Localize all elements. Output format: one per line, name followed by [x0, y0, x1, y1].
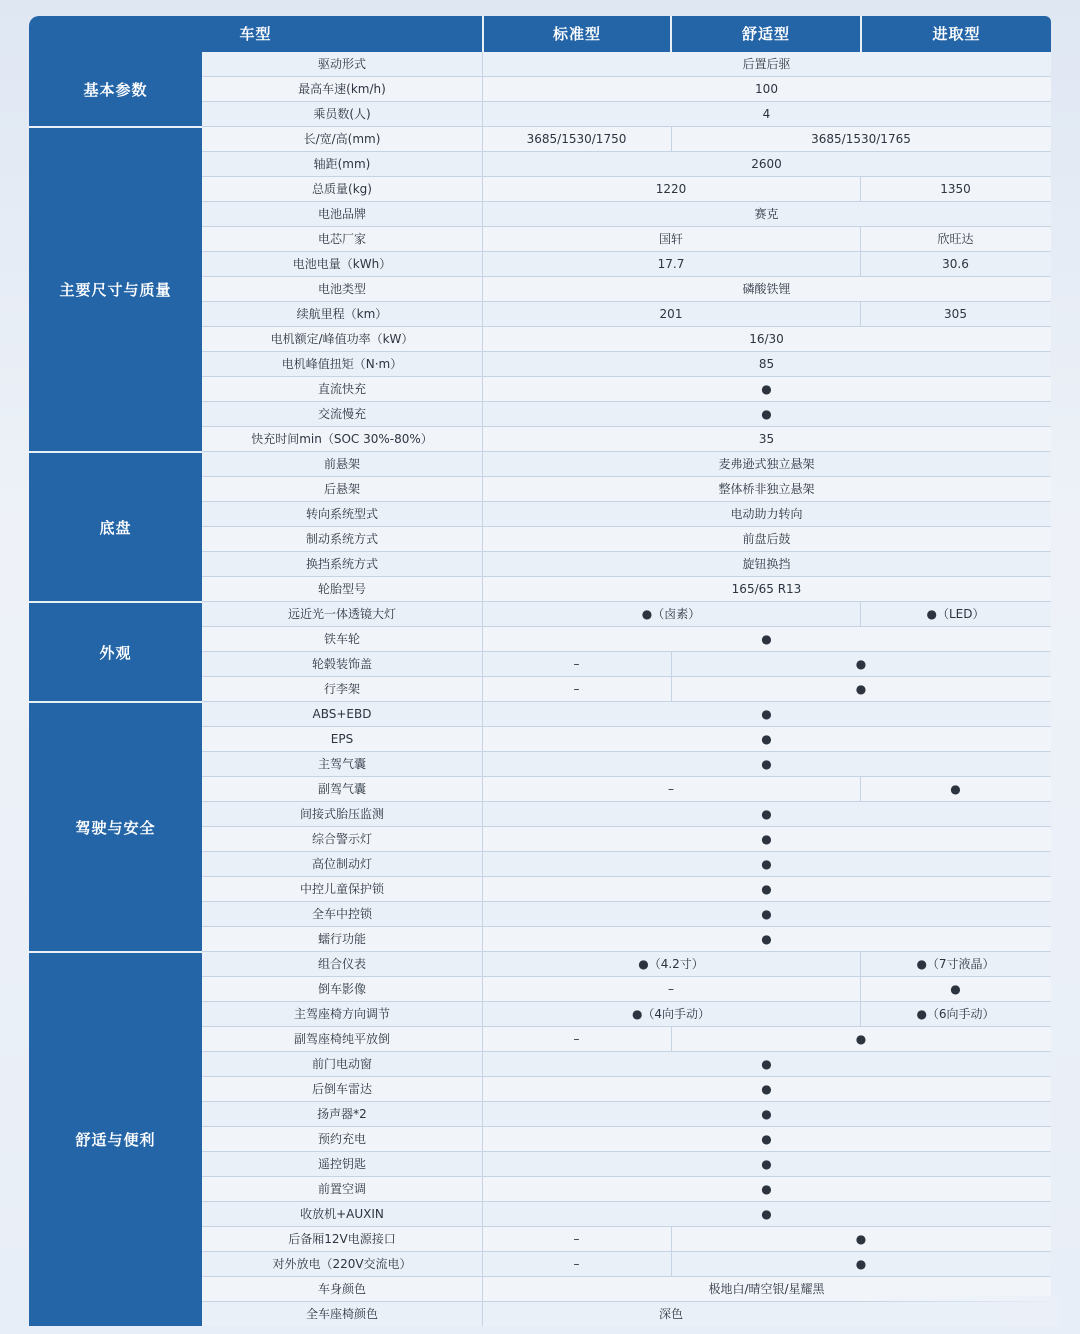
- value-cell: ●: [950, 982, 961, 996]
- value-cell: 2600: [751, 157, 782, 171]
- value-cell: ●: [761, 1107, 772, 1121]
- table-row: [202, 202, 1051, 227]
- value-cell: 国轩: [658, 232, 683, 246]
- category-label: 驾驶与安全: [29, 702, 202, 952]
- param-name: 换挡系统方式: [305, 557, 378, 571]
- param-name: 轴距(mm): [313, 157, 371, 171]
- param-name: 全车中控锁: [311, 907, 372, 921]
- param-name: 前门电动窗: [311, 1057, 372, 1071]
- table-row: [202, 902, 1051, 927]
- param-name: 对外放电（220V交流电）: [272, 1257, 412, 1271]
- param-name: 转向系统型式: [305, 507, 378, 521]
- table-row: [202, 427, 1051, 452]
- param-name: 长/宽/高(mm): [303, 132, 381, 146]
- table-row: [202, 302, 1051, 327]
- table-row: [202, 977, 1051, 1002]
- param-name: 远近光一体透镜大灯: [287, 607, 396, 621]
- param-name: 电池类型: [317, 282, 366, 296]
- category-divider: [29, 701, 202, 703]
- table-row: [202, 77, 1051, 102]
- param-name: 轮胎型号: [317, 582, 366, 596]
- table-row: [202, 152, 1051, 177]
- table-row: [202, 527, 1051, 552]
- param-name: 最高车速(km/h): [298, 82, 386, 96]
- param-name: 倒车影像: [317, 982, 366, 996]
- table-row: [202, 227, 1051, 252]
- category-label: 主要尺寸与质量: [29, 127, 202, 452]
- table-row: [202, 1002, 1051, 1027]
- category-divider: [29, 951, 202, 953]
- table-row: [202, 1252, 1051, 1277]
- category-label: 外观: [29, 602, 202, 702]
- table-row: [202, 602, 1051, 627]
- param-name: 电池电量（kWh）: [292, 257, 392, 271]
- value-cell: 电动助力转向: [730, 507, 803, 521]
- table-row: [202, 1227, 1051, 1252]
- param-name: 组合仪表: [317, 957, 366, 971]
- value-cell: 1350: [940, 182, 971, 196]
- value-cell: 165/65 R13: [731, 582, 802, 596]
- value-cell: ●（6向手动）: [916, 1007, 995, 1021]
- param-name: 收放机+AUXIN: [300, 1207, 384, 1221]
- category-divider: [29, 126, 202, 128]
- param-name: 轮毂装饰盖: [311, 657, 372, 671]
- param-name: 电池品牌: [317, 207, 366, 221]
- value-cell: 整体桥非独立悬架: [718, 482, 815, 496]
- value-cell: 30.6: [942, 257, 969, 271]
- table-row: [202, 477, 1051, 502]
- value-cell: –: [573, 1257, 580, 1271]
- param-name: 高位制动灯: [311, 857, 372, 871]
- value-cell: 欣旺达: [937, 232, 974, 246]
- category-label: 基本参数: [29, 52, 202, 127]
- param-name: 续航里程（km）: [296, 307, 388, 321]
- value-cell: 极地白/晴空银/星耀黑: [708, 1282, 825, 1296]
- value-cell: –: [573, 682, 580, 696]
- value-cell: ●: [950, 782, 961, 796]
- value-cell: ●: [761, 1057, 772, 1071]
- param-name: 综合警示灯: [311, 832, 372, 846]
- category-column: [29, 52, 202, 1326]
- value-cell: 305: [944, 307, 967, 321]
- value-cell: ●: [761, 1207, 772, 1221]
- table-row: [202, 1177, 1051, 1202]
- param-name: 交流慢充: [317, 407, 366, 421]
- header-model-label: 车型: [239, 25, 272, 43]
- header-trim-comfort: 舒适型: [741, 25, 790, 43]
- value-cell: ●: [855, 1257, 867, 1271]
- value-cell: –: [573, 1232, 580, 1246]
- value-cell: –: [668, 782, 674, 796]
- param-name: 电机额定/峰值功率（kW）: [270, 332, 414, 346]
- value-cell: ●: [855, 1032, 867, 1046]
- table-row: [202, 52, 1051, 77]
- table-row: [202, 1202, 1051, 1227]
- value-cell: ●: [761, 707, 772, 721]
- param-name: 副驾座椅纯平放倒: [293, 1032, 390, 1046]
- value-cell: 麦弗逊式独立悬架: [718, 457, 815, 471]
- table-row: [202, 252, 1051, 277]
- param-name: 电机峰值扭矩（N·m）: [281, 357, 403, 371]
- param-name: 驱动形式: [317, 57, 366, 71]
- value-cell: 磷酸铁锂: [742, 282, 791, 296]
- table-row: [202, 652, 1051, 677]
- param-name: ABS+EBD: [312, 707, 372, 721]
- value-cell: 3685/1530/1750: [526, 132, 627, 146]
- table-row: [202, 127, 1051, 152]
- value-cell: 100: [755, 82, 778, 96]
- table-row: [202, 277, 1051, 302]
- category-label: 舒适与便利: [29, 952, 202, 1326]
- param-name: 间接式胎压监测: [299, 807, 384, 821]
- header-trim-premium: 进取型: [932, 25, 981, 43]
- value-cell: ●: [761, 382, 772, 396]
- table-row: [202, 102, 1051, 127]
- value-cell: ●: [761, 757, 772, 771]
- table-row: [202, 402, 1051, 427]
- param-name: 总质量(kg): [312, 182, 372, 196]
- watermark-fade: [860, 1296, 1060, 1326]
- table-row: [202, 327, 1051, 352]
- param-name: 直流快充: [317, 382, 366, 396]
- value-cell: 前盘后鼓: [742, 532, 791, 546]
- table-row: [202, 577, 1051, 602]
- value-cell: ●: [761, 832, 772, 846]
- param-name: 预约充电: [317, 1132, 366, 1146]
- param-name: 车身颜色: [317, 1282, 366, 1296]
- param-name: EPS: [330, 732, 354, 746]
- spec-table: [29, 16, 1051, 1326]
- table-header: [29, 16, 1051, 52]
- value-cell: ●: [855, 1232, 867, 1246]
- table-row: [202, 452, 1051, 477]
- value-cell: 赛克: [754, 207, 779, 221]
- table-row: [202, 552, 1051, 577]
- table-row: [202, 802, 1051, 827]
- value-cell: ●: [761, 407, 772, 421]
- param-name: 主驾气囊: [317, 757, 366, 771]
- param-name: 后悬架: [323, 482, 360, 496]
- param-name: 行李架: [323, 682, 360, 696]
- param-name: 后倒车雷达: [311, 1082, 372, 1096]
- table-row: [202, 1102, 1051, 1127]
- table-row: [202, 827, 1051, 852]
- param-name: 主驾座椅方向调节: [293, 1007, 390, 1021]
- table-row: [202, 1077, 1051, 1102]
- param-name: 中控儿童保护锁: [299, 882, 384, 896]
- table-row: [202, 777, 1051, 802]
- value-cell: 后置后驱: [742, 57, 791, 71]
- table-row: [202, 1152, 1051, 1177]
- value-cell: –: [573, 1032, 580, 1046]
- table-row: [202, 677, 1051, 702]
- value-cell: ●（卤素）: [641, 607, 701, 621]
- param-name: 蠕行功能: [317, 932, 366, 946]
- param-name: 前置空调: [317, 1182, 366, 1196]
- value-cell: ●: [761, 857, 772, 871]
- value-cell: ●: [761, 907, 772, 921]
- header-trim-standard: 标准型: [552, 25, 601, 43]
- table-row: [202, 702, 1051, 727]
- param-name: 前悬架: [323, 457, 360, 471]
- value-cell: 16/30: [749, 332, 784, 346]
- table-row: [202, 377, 1051, 402]
- value-cell: 201: [659, 307, 683, 321]
- param-name: 副驾气囊: [317, 782, 366, 796]
- table-row: [202, 727, 1051, 752]
- category-divider: [29, 601, 202, 603]
- value-cell: ●: [761, 807, 772, 821]
- param-name: 快充时间min（SOC 30%-80%）: [251, 432, 433, 446]
- table-row: [202, 1027, 1051, 1052]
- table-row: [202, 1052, 1051, 1077]
- value-cell: 4: [762, 107, 771, 121]
- table-row: [202, 752, 1051, 777]
- value-cell: 35: [758, 432, 775, 446]
- value-cell: –: [573, 657, 580, 671]
- spec-rows: [202, 52, 1051, 1326]
- value-cell: 85: [758, 357, 775, 371]
- value-cell: –: [668, 982, 674, 996]
- table-row: [202, 352, 1051, 377]
- value-cell: ●（4.2寸）: [638, 957, 704, 971]
- value-cell: ●: [761, 632, 772, 646]
- value-cell: ●: [761, 882, 772, 896]
- value-cell: ●: [761, 1132, 772, 1146]
- param-name: 乘员数(人): [313, 107, 371, 121]
- param-name: 制动系统方式: [305, 532, 378, 546]
- category-divider: [29, 451, 202, 453]
- table-row: [202, 177, 1051, 202]
- value-cell: 3685/1530/1765: [811, 132, 911, 146]
- value-cell: 深色: [658, 1307, 683, 1321]
- value-cell: ●: [761, 932, 772, 946]
- value-cell: 17.7: [657, 257, 685, 271]
- table-row: [202, 877, 1051, 902]
- param-name: 电芯厂家: [317, 232, 366, 246]
- param-name: 遥控钥匙: [317, 1157, 366, 1171]
- value-cell: ●: [761, 1082, 772, 1096]
- table-row: [202, 627, 1051, 652]
- value-cell: ●: [855, 682, 867, 696]
- table-row: [202, 502, 1051, 527]
- table-row: [202, 952, 1051, 977]
- table-row: [202, 852, 1051, 877]
- value-cell: ●（4向手动）: [631, 1007, 711, 1021]
- value-cell: ●: [761, 1157, 772, 1171]
- table-row: [202, 927, 1051, 952]
- table-row: [202, 1127, 1051, 1152]
- param-name: 扬声器*2: [317, 1107, 367, 1121]
- value-cell: ●: [855, 657, 867, 671]
- value-cell: ●（LED）: [926, 607, 985, 621]
- value-cell: ●: [761, 1182, 772, 1196]
- value-cell: 旋钮换挡: [742, 557, 791, 571]
- value-cell: ●: [761, 732, 772, 746]
- value-cell: 1220: [655, 182, 687, 196]
- value-cell: ●（7寸液晶）: [916, 957, 995, 971]
- param-name: 后备厢12V电源接口: [288, 1232, 396, 1246]
- param-name: 铁车轮: [323, 632, 360, 646]
- category-label: 底盘: [29, 452, 202, 602]
- param-name: 全车座椅颜色: [305, 1307, 378, 1321]
